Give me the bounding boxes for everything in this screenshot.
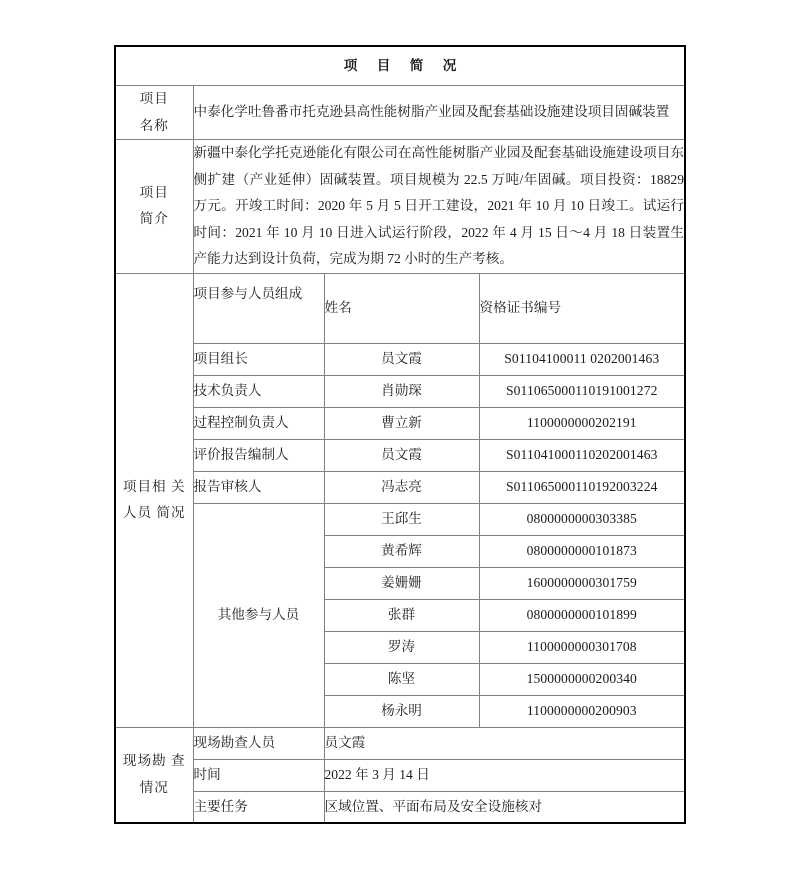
personnel-certificate: S011041000110202001463	[479, 439, 685, 471]
row-label-project-intro-line1: 项目	[139, 184, 169, 200]
personnel-certificate: 1100000000200903	[479, 695, 685, 727]
table-row-personnel-header	[115, 273, 685, 343]
personnel-name: 陈坚	[324, 663, 479, 695]
personnel-certificate: 1100000000202191	[479, 407, 685, 439]
table-row	[115, 471, 685, 503]
site-survey-item-value: 2022 年 3 月 14 日	[324, 759, 685, 791]
personnel-name: 张群	[324, 599, 479, 631]
personnel-name: 肖勋琛	[324, 375, 479, 407]
personnel-role: 技术负责人	[193, 375, 324, 407]
table-row	[115, 375, 685, 407]
table-row	[115, 343, 685, 375]
personnel-certificate: 0800000000101899	[479, 599, 685, 631]
personnel-certificate: 0800000000303385	[479, 503, 685, 535]
table-row-project-name	[115, 86, 685, 140]
personnel-certificate: 0800000000101873	[479, 535, 685, 567]
personnel-role: 项目组长	[193, 343, 324, 375]
personnel-certificate: 1100000000301708	[479, 631, 685, 663]
row-label-site-survey-line2: 查情况	[139, 753, 186, 795]
site-survey-item-label: 现场勘查人员	[193, 727, 324, 759]
personnel-name: 曹立新	[324, 407, 479, 439]
personnel-certificate: 1500000000200340	[479, 663, 685, 695]
personnel-role: 报告审核人	[193, 471, 324, 503]
project-overview-sheet	[114, 45, 684, 824]
table-row-site-survey-personnel	[115, 727, 685, 759]
column-header-role: 项目参与人员组成	[193, 273, 324, 343]
row-label-project-intro-line2: 简介	[139, 211, 169, 227]
column-header-certificate: 资格证书编号	[479, 273, 685, 343]
site-survey-item-value: 员文霞	[324, 727, 685, 759]
table-row-site-survey-task	[115, 791, 685, 823]
column-header-name: 姓名	[324, 273, 479, 343]
row-label-site-survey-line1: 现场勘	[122, 753, 167, 769]
table-row-title	[115, 46, 685, 86]
personnel-certificate: 1600000000301759	[479, 567, 685, 599]
row-label-personnel-line2: 关人员	[122, 478, 186, 520]
page-title: 项 目 简 况	[115, 46, 685, 86]
personnel-name: 黄希辉	[324, 535, 479, 567]
site-survey-item-value: 区域位置、平面布局及安全设施核对	[324, 791, 685, 823]
personnel-name: 罗涛	[324, 631, 479, 663]
row-label-personnel-line1: 项目相	[122, 478, 167, 494]
table-row-project-intro	[115, 140, 685, 274]
site-survey-item-label: 时间	[193, 759, 324, 791]
personnel-role: 评价报告编制人	[193, 439, 324, 471]
row-label-project-name-line1: 项目	[139, 91, 169, 106]
personnel-name: 杨永明	[324, 695, 479, 727]
project-intro-value: 新疆中泰化学托克逊能化有限公司在高性能树脂产业园及配套基础设施建设项目东侧扩建（产业延伸）固碱装置。项目规模为 22.5 万吨/年固碱。项目投资：18829 万元。开竣工时间：2020 年 5 月 5 日开工建设，2021 年 10 月 10 日竣工。试运行时间：2021 年 10 月 10 日进入试运行阶段，2022 年 4 月 15 日～4 月 18 日装置生产能力达到设计负荷，完成为期 72 小时的生产考核。	[193, 140, 685, 274]
personnel-certificate: S01104100011 0202001463	[479, 343, 685, 375]
table-row	[115, 407, 685, 439]
site-survey-item-label: 主要任务	[193, 791, 324, 823]
project-name-value: 中泰化学吐鲁番市托克逊县高性能树脂产业园及配套基础设施建设项目固碱装置	[193, 86, 685, 140]
table-row	[115, 503, 685, 535]
personnel-name: 姜姗姗	[324, 567, 479, 599]
row-label-project-name-line2: 名称	[139, 117, 169, 133]
personnel-name: 员文霞	[324, 439, 479, 471]
row-label-personnel	[115, 273, 193, 727]
table-row-site-survey-time	[115, 759, 685, 791]
personnel-role: 过程控制负责人	[193, 407, 324, 439]
personnel-name: 冯志亮	[324, 471, 479, 503]
row-label-project-intro	[115, 140, 193, 274]
row-label-project-name	[115, 86, 193, 140]
personnel-certificate: S011065000110192003224	[479, 471, 685, 503]
personnel-name: 员文霞	[324, 343, 479, 375]
row-label-site-survey	[115, 727, 193, 823]
table-row	[115, 439, 685, 471]
personnel-certificate: S011065000110191001272	[479, 375, 685, 407]
personnel-name: 王邱生	[324, 503, 479, 535]
other-participants-label: 其他参与人员	[193, 503, 324, 727]
row-label-personnel-line3: 简况	[156, 505, 186, 520]
project-overview-table	[114, 45, 686, 824]
